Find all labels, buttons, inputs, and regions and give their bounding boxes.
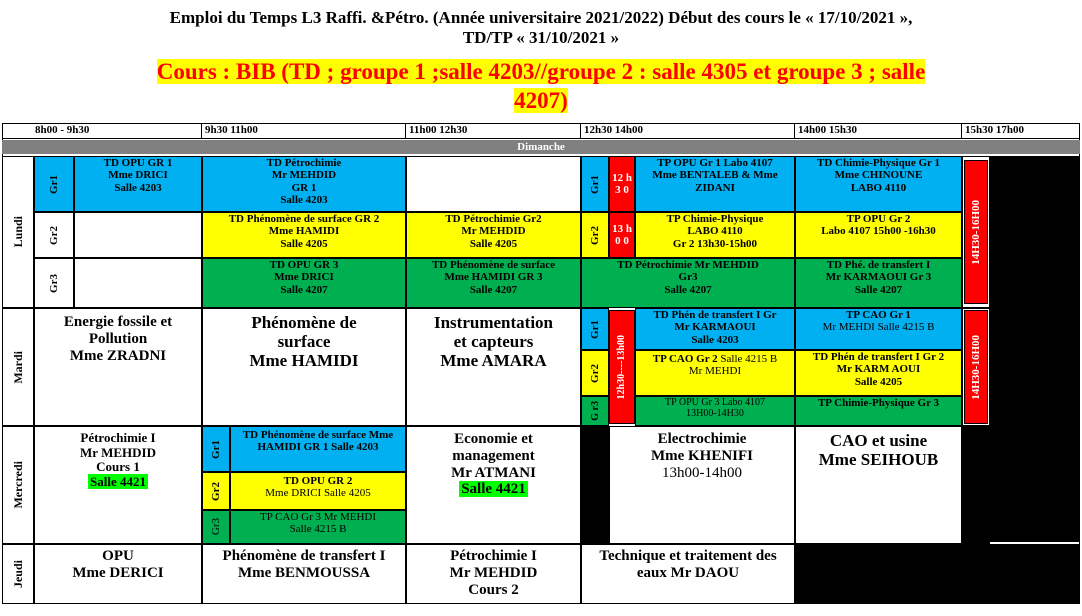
lundi-gr1-time-badge: 12 h3 0 bbox=[609, 156, 635, 212]
lundi-gr3-empty bbox=[74, 258, 202, 308]
day-label-mardi: Mardi bbox=[2, 308, 34, 426]
lundi-gr2-tp-opu: TP OPU Gr 2 Labo 4107 15h00 -16h30 bbox=[795, 212, 962, 258]
jeudi-afternoon-blocked bbox=[795, 544, 1080, 604]
lundi-gr3-td-phenomene-surface: TD Phénomène de surface Mme HAMIDI GR 3 Salle 4207 bbox=[406, 258, 581, 308]
jeudi-technique-traitement-eaux: Technique et traitement des eaux Mr DAOU bbox=[581, 544, 795, 604]
mardi-phenomene-surface: Phénomène de surface Mme HAMIDI bbox=[202, 308, 406, 426]
jeudi-petrochimie-cours2: Pétrochimie I Mr MEHDID Cours 2 bbox=[406, 544, 581, 604]
lundi-gr2-tp-chimie-physique: TP Chimie-Physique LABO 4110 Gr 2 13h30-15h00 bbox=[635, 212, 795, 258]
lundi-gr2-time-badge: 13 h0 0 bbox=[609, 212, 635, 258]
mercredi-electrochimie: Electrochimie Mme KHENIFI 13h00-14h00 bbox=[609, 426, 795, 544]
mercredi-gr2-td-opu: TD OPU GR 2 Mme DRICI Salle 4205 bbox=[230, 472, 406, 510]
lundi-gr1-s3-empty bbox=[406, 156, 581, 212]
lundi-gr1-td-petrochimie: TD Pétrochimie Mr MEHDID GR 1 Salle 4203 bbox=[202, 156, 406, 212]
mercredi-s4-blocked bbox=[581, 426, 609, 544]
group-label-gr3: Gr3 bbox=[34, 258, 74, 308]
lundi-gr1-td-opu: TD OPU GR 1 Mme DRICI Salle 4203 bbox=[74, 156, 202, 212]
unused-slot-block bbox=[990, 156, 1080, 542]
mercredi-group-gr1: Gr1 bbox=[202, 426, 230, 472]
mardi-gr2-td-phenomene-transfert: TD Phén de transfert I Gr 2 Mr KARM AOUI Salle 4205 bbox=[795, 350, 962, 396]
mardi-gr3-tp-chimie-physique: TP Chimie-Physique Gr 3 bbox=[795, 396, 962, 426]
lundi-gr2-td-phenomene-surface: TD Phénomène de surface GR 2 Mme HAMIDI Salle 4205 bbox=[202, 212, 406, 258]
lundi-gr3-td-opu: TD OPU GR 3 Mme DRICI Salle 4207 bbox=[202, 258, 406, 308]
mardi-gr2-tp-cao: TP CAO Gr 2 Salle 4215 B Mr MEHDI bbox=[635, 350, 795, 396]
room-badge: Salle 4421 bbox=[90, 473, 146, 489]
lundi-gr3-td-phenomene-transfert: TD Phé. de transfert I Mr KARMAOUI Gr 3 Salle 4207 bbox=[795, 258, 962, 308]
mardi-gr3-tp-opu: TP OPU Gr 3 Labo 4107 13H00-14H30 bbox=[635, 396, 795, 426]
day-label-jeudi: Jeudi bbox=[2, 544, 34, 604]
subtitle-line-1: Cours : BIB (TD ; groupe 1 ;salle 4203//groupe 2 : salle 4305 et groupe 3 ; salle bbox=[156, 59, 926, 84]
group-label-gr1: Gr1 bbox=[34, 156, 74, 212]
mercredi-cao-usine: CAO et usine Mme SEIHOUB bbox=[795, 426, 962, 544]
time-header-slot-6: 15h30 17h00 bbox=[965, 124, 1024, 136]
group-label-gr2: Gr2 bbox=[34, 212, 74, 258]
jeudi-opu: OPU Mme DERICI bbox=[34, 544, 202, 604]
mardi-time-badge: 12h30----13h00 bbox=[609, 310, 635, 424]
lundi-gr1-tp-opu: TP OPU Gr 1 Labo 4107 Mme BENTALEB & Mme ZIDANI bbox=[635, 156, 795, 212]
day-label-mercredi: Mercredi bbox=[2, 426, 34, 544]
mercredi-group-gr2: Gr2 bbox=[202, 472, 230, 510]
mardi-gr1-tp-cao: TP CAO Gr 1 Mr MEHDI Salle 4215 B bbox=[795, 308, 962, 350]
mardi-energie-fossile: Energie fossile et Pollution Mme ZRADNI bbox=[34, 308, 202, 426]
mercredi-group-gr3: Gr3 bbox=[202, 510, 230, 544]
mercredi-economie-management: Economie et management Mr ATMANI Salle 4421 bbox=[406, 426, 581, 544]
day-label-lundi: Lundi bbox=[2, 156, 34, 308]
mercredi-gr1-td-phenomene-surface: TD Phénomène de surface Mme HAMIDI GR 1 Salle 4203 bbox=[230, 426, 406, 472]
timetable-subtitle bbox=[0, 58, 1082, 116]
mardi-group-gr3: G r3 bbox=[581, 396, 609, 426]
timetable-title bbox=[0, 8, 1082, 49]
time-header-slot-3: 11h00 12h30 bbox=[406, 124, 581, 138]
day-band-dimanche: Dimanche bbox=[2, 140, 1080, 154]
title-line-1: Emploi du Temps L3 Raffi. &Pétro. (Année universitaire 2021/2022) Début des cours le « 17/10/2021 », bbox=[169, 8, 913, 27]
jeudi-phenomene-transfert: Phénomène de transfert I Mme BENMOUSSA bbox=[202, 544, 406, 604]
title-line-2: TD/TP « 31/10/2021 » bbox=[462, 28, 620, 48]
subtitle-line-2: 4207) bbox=[514, 87, 568, 113]
mardi-group-gr2: Gr2 bbox=[581, 350, 609, 396]
mercredi-gr3-tp-cao: TP CAO Gr 3 Mr MEHDI Salle 4215 B bbox=[230, 510, 406, 544]
time-header-slot-1: 8h00 - 9h30 bbox=[32, 124, 202, 138]
mardi-group-gr1: Gr1 bbox=[581, 308, 609, 350]
time-header-slot-2: 9h30 11h00 bbox=[202, 124, 406, 138]
lundi-s4-group-gr1: Gr1 bbox=[581, 156, 609, 212]
lundi-gr2-td-petrochimie: TD Pétrochimie Gr2 Mr MEHDID Salle 4205 bbox=[406, 212, 581, 258]
mercredi-petrochimie-cours1: Pétrochimie I Mr MEHDID Cours 1 Salle 4421 bbox=[34, 426, 202, 544]
mercredi-s6-blocked bbox=[962, 426, 990, 544]
mardi-instrumentation: Instrumentation et capteurs Mme AMARA bbox=[406, 308, 581, 426]
lundi-s6-time-badge: 14H30-16H00 bbox=[964, 160, 988, 304]
time-header-slot-5: 14h00 15h30 bbox=[795, 124, 962, 138]
time-header-divider bbox=[2, 138, 1080, 139]
time-header-slot-4: 12h30 14h00 bbox=[581, 124, 795, 138]
room-badge: Salle 4421 bbox=[461, 481, 526, 498]
lundi-gr3-td-petrochimie: TD Pétrochimie Mr MEHDID Gr3 Salle 4207 bbox=[581, 258, 795, 308]
lundi-gr2-empty bbox=[74, 212, 202, 258]
mardi-gr1-td-phenomene-transfert: TD Phén de transfert I Gr Mr KARMAOUI Salle 4203 bbox=[635, 308, 795, 350]
lundi-s4-group-gr2: Gr2 bbox=[581, 212, 609, 258]
mardi-s6-time-badge: 14H30-16H00 bbox=[964, 310, 988, 424]
lundi-gr1-td-chimie-physique: TD Chimie-Physique Gr 1 Mme CHINOUNE LABO 4110 bbox=[795, 156, 962, 212]
